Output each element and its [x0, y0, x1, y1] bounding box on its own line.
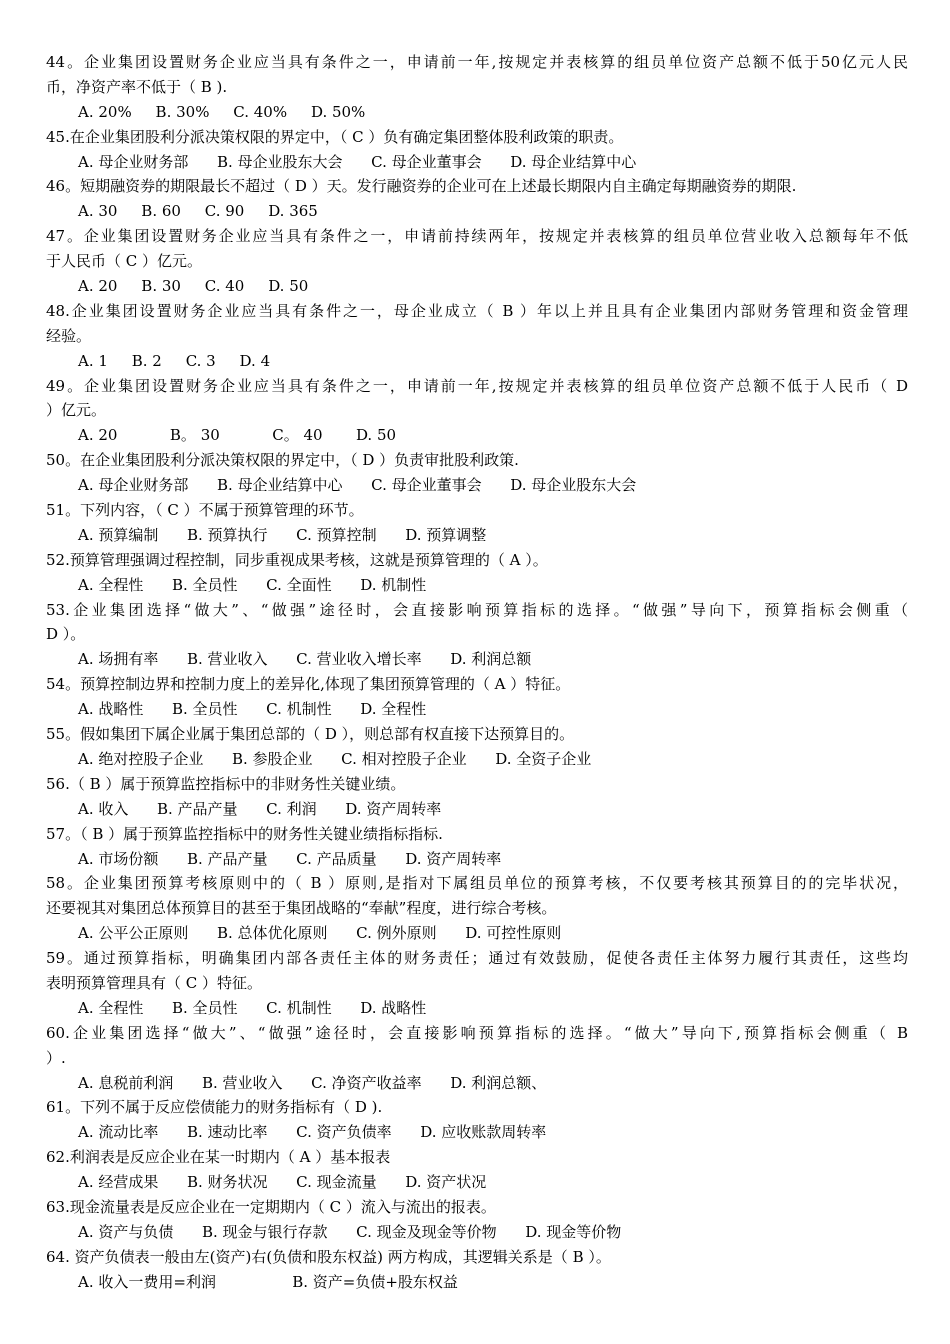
question-line: 62.利润表是反应企业在某一时期内（ A ）基本报表 — [46, 1148, 391, 1167]
question-line: 49。企业集团设置财务企业应当具有条件之一，申请前一年,按规定并表核算的组员单位资产总额不低于人民币（ D — [46, 376, 908, 395]
options-line: A. 绝对控股子企业 B. 参股企业 C. 相对控股子企业 D. 全资子企业 — [78, 749, 592, 768]
question-line: 60.企业集团选择“做大”、“做强”途径时，会直接影响预算指标的选择。“做大”导向下,预算指标会侧重（ B — [46, 1023, 908, 1042]
question-line: 币，净资产率不低于（ B ). — [46, 77, 228, 96]
options-line: A. 公平公正原则 B. 总体优化原则 C. 例外原则 D. 可控性原则 — [78, 924, 562, 943]
options-line: A. 经营成果 B. 财务状况 C. 现金流量 D. 资产状况 — [78, 1173, 487, 1192]
question-line: 59。通过预算指标，明确集团内部各责任主体的财务责任；通过有效鼓励，促使各责任主体努力履行其责任，这些均 — [46, 949, 908, 968]
question-line: 54。预算控制边界和控制力度上的差异化,体现了集团预算管理的（ A ）特征。 — [46, 675, 571, 694]
question-line: ）. — [46, 1048, 66, 1067]
document-page — [46, 50, 908, 1295]
question-line: 46。短期融资券的期限最长不超过（ D ）天。发行融资券的企业可在上述最长期限内自主确定每期融资券的期限. — [46, 177, 797, 196]
question-line: 55。假如集团下属企业属于集团总部的（ D ），则总部有权直接下达预算目的。 — [46, 725, 575, 744]
options-line: A. 母企业财务部 B. 母企业股东大会 C. 母企业董事会 D. 母企业结算中心 — [78, 152, 637, 171]
question-line: 61。下列不属于反应偿债能力的财务指标有（ D ). — [46, 1098, 383, 1117]
question-line: 48.企业集团设置财务企业应当具有条件之一，母企业成立（ B ）年以上并且具有企业集团内部财务管理和资金管理 — [46, 301, 908, 320]
question-line: ）亿元。 — [46, 401, 107, 420]
options-line: A. 收入 B. 产品产量 C. 利润 D. 资产周转率 — [78, 799, 442, 818]
options-line: A. 30 B. 60 C. 90 D. 365 — [78, 202, 318, 221]
options-line: A. 战略性 B. 全员性 C. 机制性 D. 全程性 — [78, 700, 427, 719]
question-line: 63.现金流量表是反应企业在一定期期内（ C ）流入与流出的报表。 — [46, 1197, 496, 1216]
question-line: 47。企业集团设置财务企业应当具有条件之一，申请前持续两年，按规定并表核算的组员单位营业收入总额每年不低 — [46, 227, 908, 246]
question-line: 还要视其对集团总体预算目的甚至于集团战略的“奉献”程度，进行综合考核。 — [46, 899, 557, 918]
options-line: A. 预算编制 B. 预算执行 C. 预算控制 D. 预算调整 — [78, 525, 487, 544]
question-line: 53.企业集团选择“做大”、“做强”途径时，会直接影响预算指标的选择。“做强”导向下，预算指标会侧重（ — [46, 600, 908, 619]
question-line: 64. 资产负债表一般由左(资产)右(负债和股东权益) 两方构成，其逻辑关系是（ B ）。 — [46, 1247, 611, 1266]
question-line: D ）。 — [46, 625, 86, 644]
question-line: 57。（ B ）属于预算监控指标中的财务性关键业绩指标指标. — [46, 824, 443, 843]
options-line: A. 全程性 B. 全员性 C. 机制性 D. 战略性 — [78, 998, 427, 1017]
question-line: 52.预算管理强调过程控制，同步重视成果考核，这就是预算管理的（ A ）。 — [46, 550, 548, 569]
options-line: A. 全程性 B. 全员性 C. 全面性 D. 机制性 — [78, 575, 427, 594]
question-line: 44。企业集团设置财务企业应当具有条件之一，申请前一年,按规定并表核算的组员单位资产总额不低于50亿元人民 — [46, 53, 908, 71]
question-line: 经验。 — [46, 326, 92, 345]
options-line: A. 母企业财务部 B. 母企业结算中心 C. 母企业董事会 D. 母企业股东大会 — [78, 476, 637, 495]
options-line: A. 20% B. 30% C. 40% D. 50% — [78, 102, 366, 121]
question-line: 表明预算管理具有（ C ）特征。 — [46, 973, 263, 992]
options-line: A. 流动比率 B. 速动比率 C. 资产负债率 D. 应收账款周转率 — [78, 1123, 547, 1142]
question-line: 56.（ B ）属于预算监控指标中的非财务性关键业绩。 — [46, 774, 406, 793]
question-line: 于人民币（ C ）亿元。 — [46, 252, 203, 271]
question-line: 45.在企业集团股利分派决策权限的界定中，（ C ）负有确定集团整体股利政策的职责。 — [46, 127, 624, 146]
options-line: A. 市场份额 B. 产品产量 C. 产品质量 D. 资产周转率 — [78, 849, 502, 868]
question-line: 51。下列内容，（ C ）不属于预算管理的环节。 — [46, 501, 364, 520]
options-line: A. 场拥有率 B. 营业收入 C. 营业收入增长率 D. 利润总额 — [78, 650, 532, 669]
options-line: A. 资产与负债 B. 现金与银行存款 C. 现金及现金等价物 D. 现金等价物 — [78, 1222, 622, 1241]
options-line: A. 20 B. 30 C. 40 D. 50 — [78, 277, 309, 296]
question-line: 58。企业集团预算考核原则中的（ B ）原则,是指对下属组员单位的预算考核，不仅要考核其预算目的的完毕状况， — [46, 874, 908, 893]
options-line: A. 收入一费用=利润 B. 资产=负债+股东权益 — [78, 1272, 458, 1291]
options-line: A. 息税前利润 B. 营业收入 C. 净资产收益率 D. 利润总额、 — [78, 1073, 547, 1092]
options-line: A. 1 B. 2 C. 3 D. 4 — [78, 351, 271, 370]
question-line: 50。在企业集团股利分派决策权限的界定中，（ D ）负责审批股利政策. — [46, 451, 519, 470]
options-line: A. 20 B。 30 C。 40 D. 50 — [78, 426, 397, 445]
